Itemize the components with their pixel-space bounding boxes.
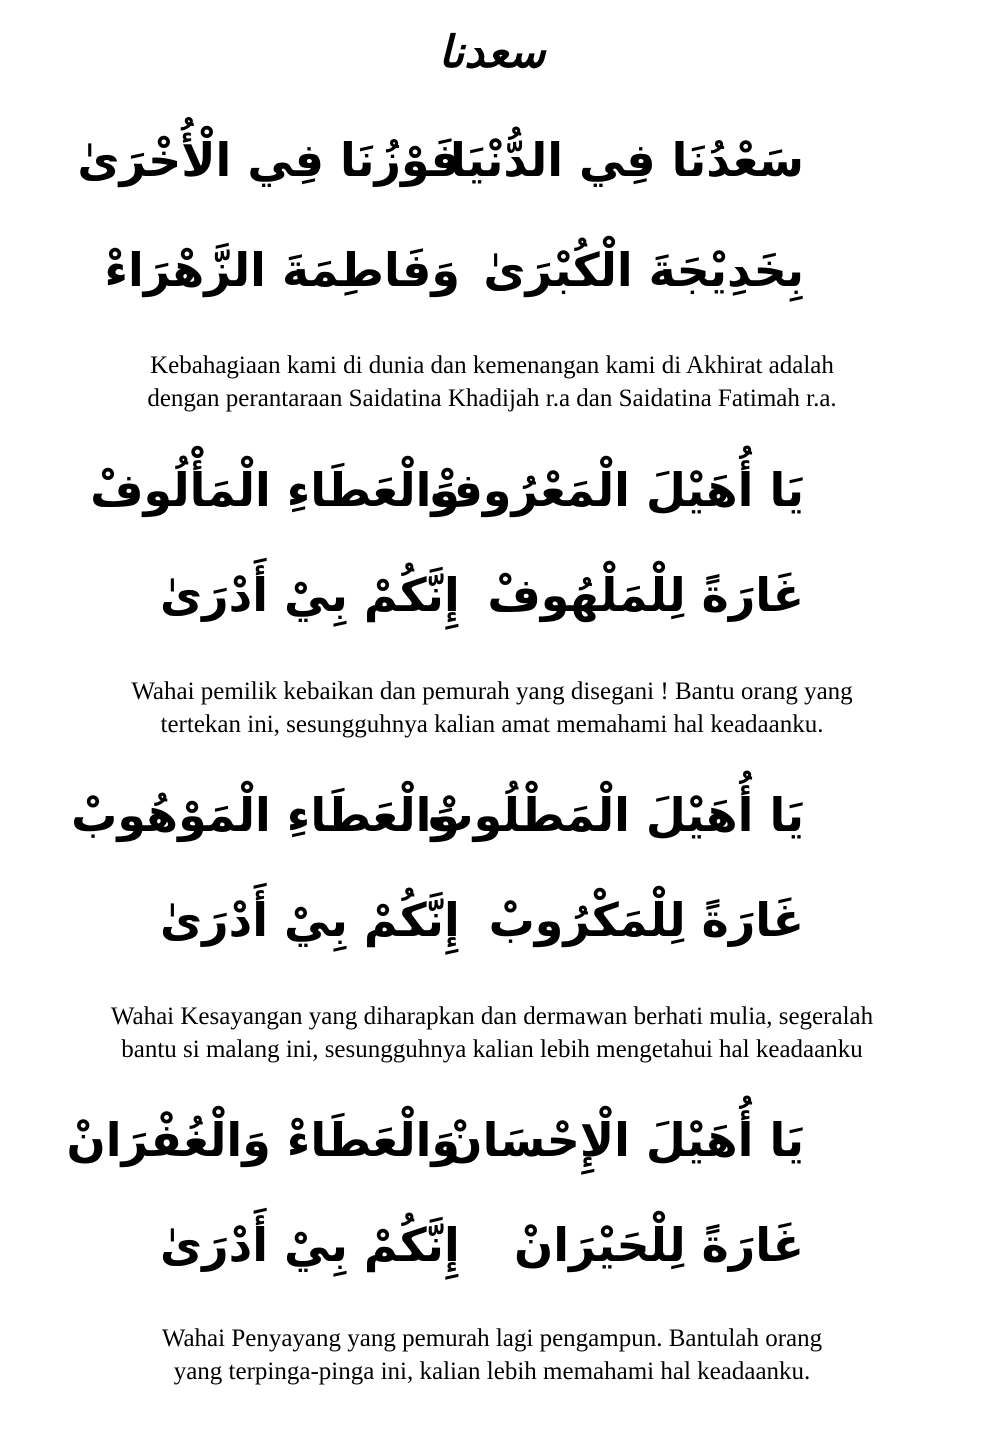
verse-line [0,545,984,645]
verse-second-half: إِنَّكُمْ بِيْ أَدْرَىٰ [160,568,460,622]
verse-line [0,220,984,320]
translation-paragraph [0,1000,984,1066]
verse-line [0,1090,984,1190]
verse-first-half: غَارَةً لِلْحَيْرَانْ [514,1218,804,1272]
verse-first-half: غَارَةً لِلْمَلْهُوفْ [487,568,804,622]
translation-line: Wahai Penyayang yang pemurah lagi pengampun. Bantulah orang [161,1325,823,1352]
verse-first-half: غَارَةً لِلْمَكْرُوبْ [488,893,804,947]
verse-second-half: فَوْزُنَا فِي الْأُخْرَىٰ [77,133,460,187]
verse-second-half: إِنَّكُمْ بِيْ أَدْرَىٰ [160,893,460,947]
verse-line [0,110,984,210]
translation-line: Kebahagiaan kami di dunia dan kemenangan kami di Akhirat adalah [150,352,834,379]
translation-line: yang terpinga-pinga ini, kalian lebih memahami hal keadaanku. [173,1358,811,1385]
translation-line: dengan perantaraan Saidatina Khadijah r.a dan Saidatina Fatimah r.a. [147,385,837,412]
translation-paragraph [0,349,984,415]
verse-first-half: يَا أُهَيْلَ الْمَعْرُوفْ [429,463,804,517]
verse-line [0,1195,984,1295]
verse-second-half: إِنَّكُمْ بِيْ أَدْرَىٰ [160,1218,460,1272]
translation-line: bantu si malang ini, sesungguhnya kalian lebih mengetahui hal keadaanku [121,1036,863,1063]
verse-second-half: وَفَاطِمَةَ الزَّهْرَاءْ [104,243,460,297]
verse-line [0,765,984,865]
translation-line: Wahai pemilik kebaikan dan pemurah yang disegani ! Bantu orang yang [131,678,853,705]
verse-first-half: يَا أُهَيْلَ الْإِحْسَانْ [443,1113,804,1167]
verse-second-half: وَالْعَطَاءْ وَالْغُفْرَانْ [66,1113,460,1167]
translation-paragraph [0,1322,984,1388]
verse-second-half: وَالْعَطَاءِ الْمَأْلُوفْ [90,463,460,517]
verse-first-half: بِخَدِيْجَةَ الْكُبْرَىٰ [483,243,804,297]
poem-title: سعدنا [438,27,546,78]
verse-first-half: سَعْدُنَا فِي الدُّنْيَا [450,133,804,187]
verse-line [0,440,984,540]
verse-line [0,870,984,970]
translation-line: tertekan ini, sesungguhnya kalian amat memahami hal keadaanku. [160,711,824,738]
verse-first-half: يَا أُهَيْلَ الْمَطْلُوبْ [427,788,804,842]
translation-paragraph [0,675,984,741]
translation-line: Wahai Kesayangan yang diharapkan dan dermawan berhati mulia, segeralah [110,1003,874,1030]
verse-second-half: وَالْعَطَاءِ الْمَوْهُوبْ [71,788,460,842]
